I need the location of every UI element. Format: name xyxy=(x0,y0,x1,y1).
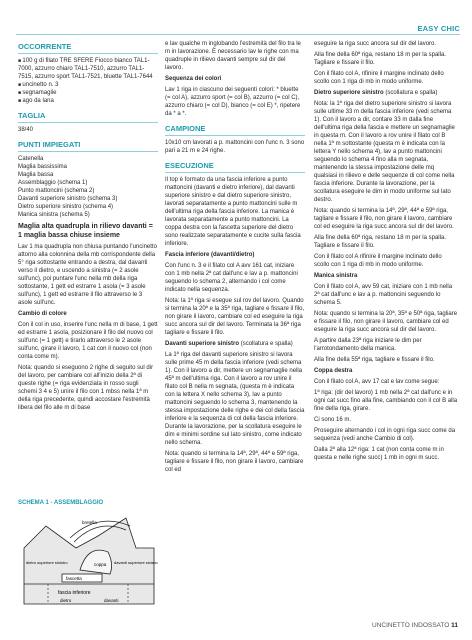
label-fascia-inferiore: fascia inferiore xyxy=(58,590,91,596)
divider xyxy=(165,135,305,136)
coppa-prosegue: Proseguire alternando i col in ogni riga succ come da sequenza (vedi anche Cambio di col). xyxy=(314,428,456,442)
manica-heading: Manica sinistra xyxy=(314,273,358,279)
label-dietro: dietro xyxy=(60,598,72,603)
coppa-riga-2: Dalla 2ª alla 12ª riga: 1 cat (non conta come m in questa e nelle righe succ) 1 mb in ogni m succ. xyxy=(314,447,444,461)
dietro-rifinire-text: Con il filato col A rifinire il margine inclinato dello scollo con 1 riga di mb in modo uniforme. xyxy=(314,254,442,268)
magazine-name: UNCINETTO INDOSSATO xyxy=(372,622,450,629)
list-item: Manica sinistra (schema 5) xyxy=(18,212,90,218)
list-item: Dietro superiore sinistro (schema 4) xyxy=(18,204,114,210)
punti-list xyxy=(18,155,158,219)
stitch-title: Maglia alta quadrupla in rilievo davanti = 1 maglia bassa chiuse insieme xyxy=(18,223,153,239)
manica-text: Con il filato col A, avv 59 cat, iniziare con 1 mb nella 2ª cat dall'unc e lav a p. mattoncini seguendo lo schema 5. xyxy=(314,284,453,306)
list-item: ■ ago da lana xyxy=(18,97,158,105)
campione-heading: CAMPIONE xyxy=(165,124,206,133)
divider xyxy=(18,122,158,123)
esecuzione-heading: ESECUZIONE xyxy=(165,161,214,170)
esecuzione-text: Il top è formato da una fascia inferiore a punto mattoncini (davanti e dietro inferiore), dal davanti superiore sinistro e dal dietro superiore sinistro, lavorati separatamente a punto mattoncini sulle m dell'ultima riga della fascia inferiore. La manica è lavorata separatamente a punto mattoncini. La coppa destra con la fascetta superiore del dietro sono realizzate separatamente e cucite sulla fascia inferiore. xyxy=(165,177,301,247)
list-item: Assemblaggio (schema 1) xyxy=(18,180,88,186)
dietro-note: Nota: quando si termina la 14ª, 29ª, 44ª e 59ª riga, tagliare e fissare il filo, non girare il lavoro, cambiare col ed eseguire la riga succ ancora sul dir del lavoro. xyxy=(314,208,454,230)
list-item: Punto mattoncini (schema 2) xyxy=(18,188,95,194)
spalla-text: Alla fine della 60ª riga, restano 18 m per la spalla. Tagliare e fissare il filo. xyxy=(314,52,446,66)
divider xyxy=(18,151,158,152)
label-dietro-sup: dietro superiore sinistro xyxy=(26,560,68,565)
page-footer xyxy=(372,622,458,629)
dietro-heading-row xyxy=(314,89,458,97)
campione-text: 10x10 cm lavorati a p. mattoncini con l'unc n. 3 sono pari a 21 m e 24 righe. xyxy=(165,140,305,154)
taglia-value: 38/40 xyxy=(18,127,34,133)
page-number: 11 xyxy=(451,622,458,629)
label-davanti: davanti xyxy=(104,598,119,603)
continuation-text: e lav qualche m inglobando l'estremità del filo tra le m in lavorazione. È necessario lav le righe con ma quadruple in rilievo davanti sempre sul dir del lavoro. xyxy=(165,41,301,71)
davanti-text: La 1ª riga del davanti superiore sinistro si lavora sulle prime 45 m della fascia inferiore (vedi schema 1). Con il lavoro a dir, mettere un segnamaglie nella 45ª m dell'ultima riga. Con il lavoro a rov unire il filato col B nella m segnata, (questa m è indicata con la lettera X nello schema 3), lav a punto mattoncini seguendo lo schema 3, mantenendo la stessa impostazione delle righe e dei col della fascia inferiore e la sequenza di col della fascia inferiore. Durante la lavorazione, per la scollatura eseguire le dim e minimi sordine sul lato sinistro, come indicato nello schema. xyxy=(165,352,305,446)
dietro-text: Nota: la 1ª riga del dietro superiore sinistro si lavora sulle ultime 33 m della fascia inferiore (vedi schema 1). Con il lavoro a dir, contare 33 m dalla fine dell'ultima riga della fascia e mettere un segnamaglie in questa m. Con il lavoro a rov unire il filato col B nella 1ª m sottostante (questa m è indicata con la lettera Y nello schema 4), lav a punto mattoncini seguendo lo schema 4 fino alla m segnata, mantenendo la stessa impostazione delle mq qualsiasi in rilievo e delle sequenze di col come nella fascia inferiore. Durante la lavorazione, per la scollatura eseguire le dim in modo uniforme sul lato destro. xyxy=(314,101,455,203)
davanti-heading: Davanti superiore sinistro xyxy=(165,341,240,347)
section-tag: EASY CHIC xyxy=(417,24,460,33)
schema-title: SCHEMA 1 - ASSEMBLAGGIO xyxy=(18,500,104,506)
label-fascetta: fascetta xyxy=(66,576,82,581)
davanti-note: Nota: quando si termina la 14ª, 29ª, 44ª e 59ª riga, tagliare e fissare il filo, non girare il lavoro, cambiare col ed xyxy=(165,451,304,473)
rifinire-text: Con il filato col A, rifinire il margine inclinato dello scollo con 1 riga di mb in modo uniforme. xyxy=(314,71,444,85)
dietro-heading: Dietro superiore sinistro xyxy=(314,90,384,96)
cambio-text: Con il col in uso, inserire l'unc nella m di base, 1 gett ed estrarre 1 asola, posizionare il filo del nuovo col sull'unc (= 1 gett) e tirarlo attraverso le 2 asole sull'unc, girare il lavoro, 1 cat con il nuovo col (non conta come m). xyxy=(18,322,158,360)
list-item: Maglia bassa xyxy=(18,172,54,178)
continuation-text: eseguire la riga succ ancora sul dir del lavoro. xyxy=(314,41,437,47)
occorrente-list xyxy=(18,57,158,105)
stitch-text: Lav 1 ma quadrupla non chiusa puntando l'uncinetto attorno alla colonnina della mb corrispondente della 5° riga sottostante entrando a destra, dal davanti verso il dietro, e uscendo a sinistra (= 2 asole sull'unc), poi puntare l'unc nella mb della riga sottostante, 1 gett ed estrarre 1 asola (= 3 asole sull'unc), 1 gett ed estrarre il filo attraverso le 3 asole sull'unc. xyxy=(18,244,157,306)
cambio-heading: Cambio di colore xyxy=(18,311,67,317)
sequenza-heading: Sequenza dei colori xyxy=(165,76,222,82)
list-item: ■ segnamaglie xyxy=(18,89,158,97)
header-divider xyxy=(16,34,460,35)
label-davanti-sup: davanti superiore sinistro xyxy=(114,560,158,565)
list-item: ■ 100 g di filato TRE SFERE Fiocco bianco TAL1-7000, azzurro chiaro TAL1-7510, azzurro TAL1-7515, azzurro sport TAL1-7521, bluette TAL1-7644 xyxy=(18,57,158,81)
list-item: ■ uncinetto n. 3 xyxy=(18,81,158,89)
list-item: Davanti superiore sinistro (schema 3) xyxy=(18,196,118,202)
dietro-subheading: (scollatura e spalla) xyxy=(385,90,438,96)
manica-end-text: Alla fine della 55ª riga, tagliare e fissare il filo. xyxy=(314,357,435,363)
column-1 xyxy=(18,40,158,415)
fascia-note: Nota: la 1ª riga si esegue sul rov del lavoro. Quando si termina la 20ª e la 35ª riga, tagliare e fissare il filo, non girare il lavoro, cambiare col ed eseguire la riga succ ancora sul dir del lavoro. Terminata la 36ª riga tagliare e fissare il filo. xyxy=(165,298,305,336)
punti-heading: PUNTI IMPIEGATI xyxy=(18,140,81,149)
manica-text-2: A partire dalla 23ª riga iniziare le dim per l'arrotondamento della manica. xyxy=(314,338,422,352)
coppa-riga-1: 1ª riga: (dir del lavoro) 1 mb nella 2ª cat dall'unc e in ogni cat succ fino alla fine, cambiando con il col B alla fine della riga, girare. xyxy=(314,390,458,412)
column-3 xyxy=(314,40,458,465)
label-bretella: bretella xyxy=(82,520,97,525)
schema-1-diagram xyxy=(18,500,158,625)
occorrente-heading: OCCORRENTE xyxy=(18,42,72,51)
list-item: Maglia bassissima xyxy=(18,164,68,170)
fascia-text: Con l'unc n. 3 e il filato col A avv 161 cat, iniziare con 1 mb nella 2ª cat dall'unc e lav a p. mattoncini seguendo lo schema 2, alternando i col come indicato nella sequenza. xyxy=(165,263,298,293)
assembly-diagram xyxy=(18,508,158,620)
manica-note: Nota: quando si termina la 20ª, 35ª e 50ª riga, tagliare e fissare il filo, non girare il lavoro, cambiare col ed eseguire la riga succ ancora sul dir del lavoro. xyxy=(314,311,458,333)
divider xyxy=(165,172,305,173)
fascia-heading: Fascia inferiore (davanti/dietro) xyxy=(165,252,255,258)
dietro-end-text: Alla fine della 60ª riga, restano 18 m per la spalla. Tagliare e fissare il filo. xyxy=(314,235,446,249)
sequenza-text: Lav 1 riga in ciascuno dei seguenti colori: * bluette (= col A), azzurro sport (= col B), azzurro (= col C), azzurro chiaro (= col D), bianco (= col E) *, ripetere da * a *. xyxy=(165,87,301,117)
label-coppa: coppa xyxy=(94,562,107,567)
divider xyxy=(18,53,158,54)
column-2 xyxy=(165,40,305,477)
davanti-subheading: (scollatura e spalla) xyxy=(240,341,293,347)
coppa-heading: Coppa destra xyxy=(314,368,353,374)
cambio-note: Nota: quando si eseguono 2 righe di seguito sul dir del lavoro, per cambiare col all'inizio della 2ª di queste righe (= riga evidenziata in rosso sugli schemi 3 4 e 5) unire il filo con 1 mbss nella 1ª m della riga precedente, quindi accostare l'estremità libera del filo alle m di base xyxy=(18,365,154,411)
coppa-count: Ci sono 16 m. xyxy=(314,417,352,423)
taglia-heading: TAGLIA xyxy=(18,111,46,120)
davanti-heading-row xyxy=(165,340,305,348)
list-item: Catenella xyxy=(18,156,44,162)
coppa-text: Con il filato col A, avv 17 cat e lav come segue: xyxy=(314,379,440,385)
